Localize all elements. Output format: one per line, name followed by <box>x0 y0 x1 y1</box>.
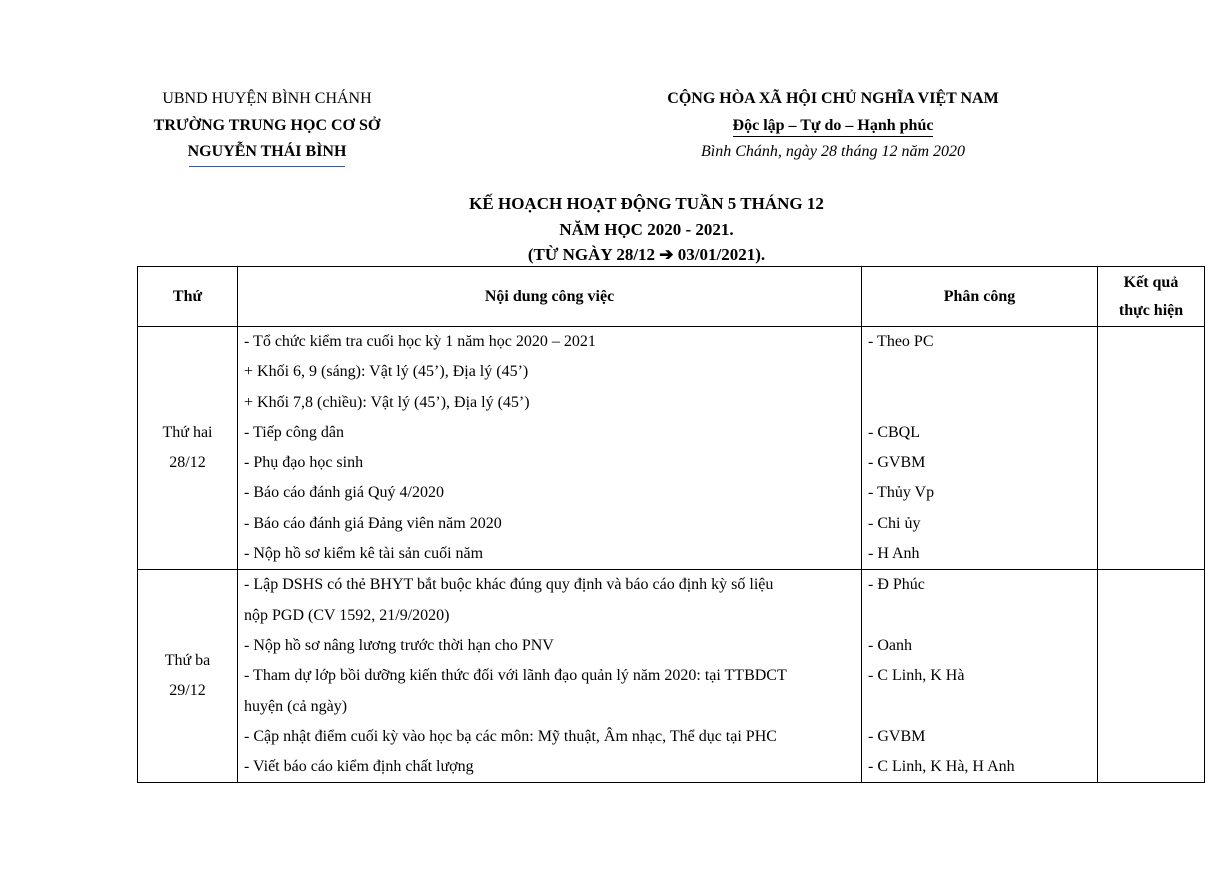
task-line: huyện (cả ngày) <box>244 697 348 715</box>
header-content: Nội dung công việc <box>238 267 862 327</box>
task-line: - Lập DSHS có thẻ BHYT bắt buộc khác đúng quy định và báo cáo định kỳ số liệu <box>244 576 774 594</box>
school-type: TRƯỜNG TRUNG HỌC CƠ SỞ <box>153 116 381 134</box>
task-line: - Phụ đạo học sinh <box>244 454 364 472</box>
assignee-line: - GVBM <box>868 454 926 472</box>
day-cell <box>138 570 238 783</box>
task-line: nộp PGD (CV 1592, 21/9/2020) <box>244 606 450 624</box>
task-line: - Viết báo cáo kiểm định chất lượng <box>244 758 474 776</box>
task-line: - Nộp hồ sơ nâng lương trước thời hạn cho PNV <box>244 636 554 654</box>
task-line: - Báo cáo đánh giá Quý 4/2020 <box>244 484 444 502</box>
task-line: - Nộp hồ sơ kiểm kê tài sản cuối năm <box>244 545 484 563</box>
result-cell <box>1098 570 1205 783</box>
content-cell <box>238 327 862 570</box>
content-cell <box>238 570 862 783</box>
header-assign: Phân công <box>862 267 1098 327</box>
assignee-line: - Chi ủy <box>868 514 921 532</box>
activity-plan-table <box>137 266 1205 783</box>
task-line: - Tiếp công dân <box>244 423 344 441</box>
assignee-line: - C Linh, K Hà, H Anh <box>868 758 1015 776</box>
assignee-line <box>868 601 1091 631</box>
title-line-1: KẾ HOẠCH HOẠT ĐỘNG TUẦN 5 THÁNG 12 <box>469 194 824 213</box>
day-date: 28/12 <box>169 454 206 472</box>
task-line: - Tổ chức kiểm tra cuối học kỳ 1 năm học 2020 – 2021 <box>244 333 596 350</box>
task-line: - Báo cáo đánh giá Đảng viên năm 2020 <box>244 514 502 532</box>
divider <box>189 166 345 167</box>
table-header-row <box>138 267 1205 327</box>
assign-cell <box>862 570 1098 783</box>
day-name: Thứ hai <box>162 424 213 442</box>
task-line: - Tham dự lớp bồi dưỡng kiến thức đối với lãnh đạo quản lý năm 2020: tại TTBDCT <box>244 667 787 685</box>
title-line-2: NĂM HỌC 2020 - 2021. <box>559 219 734 239</box>
header-day: Thứ <box>138 267 238 327</box>
title-line-3: (TỪ NGÀY 28/12 ➔ 03/01/2021). <box>527 245 766 264</box>
task-line: + Khối 7,8 (chiều): Vật lý (45’), Địa lý (45’) <box>244 393 530 411</box>
assign-cell <box>862 327 1098 570</box>
assignee-line: - GVBM <box>868 727 926 745</box>
issuer-block <box>112 86 422 167</box>
assignee-line: - C Linh, K Hà <box>868 667 965 685</box>
task-line: - Cập nhật điểm cuối kỳ vào học bạ các môn: Mỹ thuật, Âm nhạc, Thể dục tại PHC <box>244 727 777 745</box>
table-row <box>138 570 1205 783</box>
assignee-line: - Theo PC <box>868 333 934 350</box>
assignee-line: - Thủy Vp <box>868 484 935 502</box>
assignee-line <box>868 388 1091 418</box>
assignee-line: - H Anh <box>868 545 920 563</box>
national-motto: Độc lập – Tự do – Hạnh phúc <box>733 116 934 137</box>
national-header <box>618 86 1048 166</box>
assignee-line <box>868 357 1091 387</box>
day-name: Thứ ba <box>164 652 211 670</box>
header-result <box>1098 267 1205 327</box>
table-row <box>138 327 1205 570</box>
assignee-line: - Đ Phúc <box>868 576 925 594</box>
district-name: UBND HUYỆN BÌNH CHÁNH <box>162 90 372 107</box>
assignee-line: - Oanh <box>868 636 912 654</box>
task-line: + Khối 6, 9 (sáng): Vật lý (45’), Địa lý (45’) <box>244 363 529 381</box>
day-date: 29/12 <box>169 682 206 700</box>
document-date: Bình Chánh, ngày 28 tháng 12 năm 2020 <box>701 143 965 160</box>
country-name: CỘNG HÒA XÃ HỘI CHỦ NGHĨA VIỆT NAM <box>667 90 999 107</box>
assignee-line: - CBQL <box>868 423 920 441</box>
day-cell <box>138 327 238 570</box>
document-title <box>0 191 1230 268</box>
result-cell <box>1098 327 1205 570</box>
assignee-line <box>868 692 1091 722</box>
school-name: NGUYỄN THÁI BÌNH <box>187 143 347 160</box>
header-result-line1: Kết quả <box>1123 273 1179 291</box>
header-result-line2: thực hiện <box>1118 301 1184 319</box>
